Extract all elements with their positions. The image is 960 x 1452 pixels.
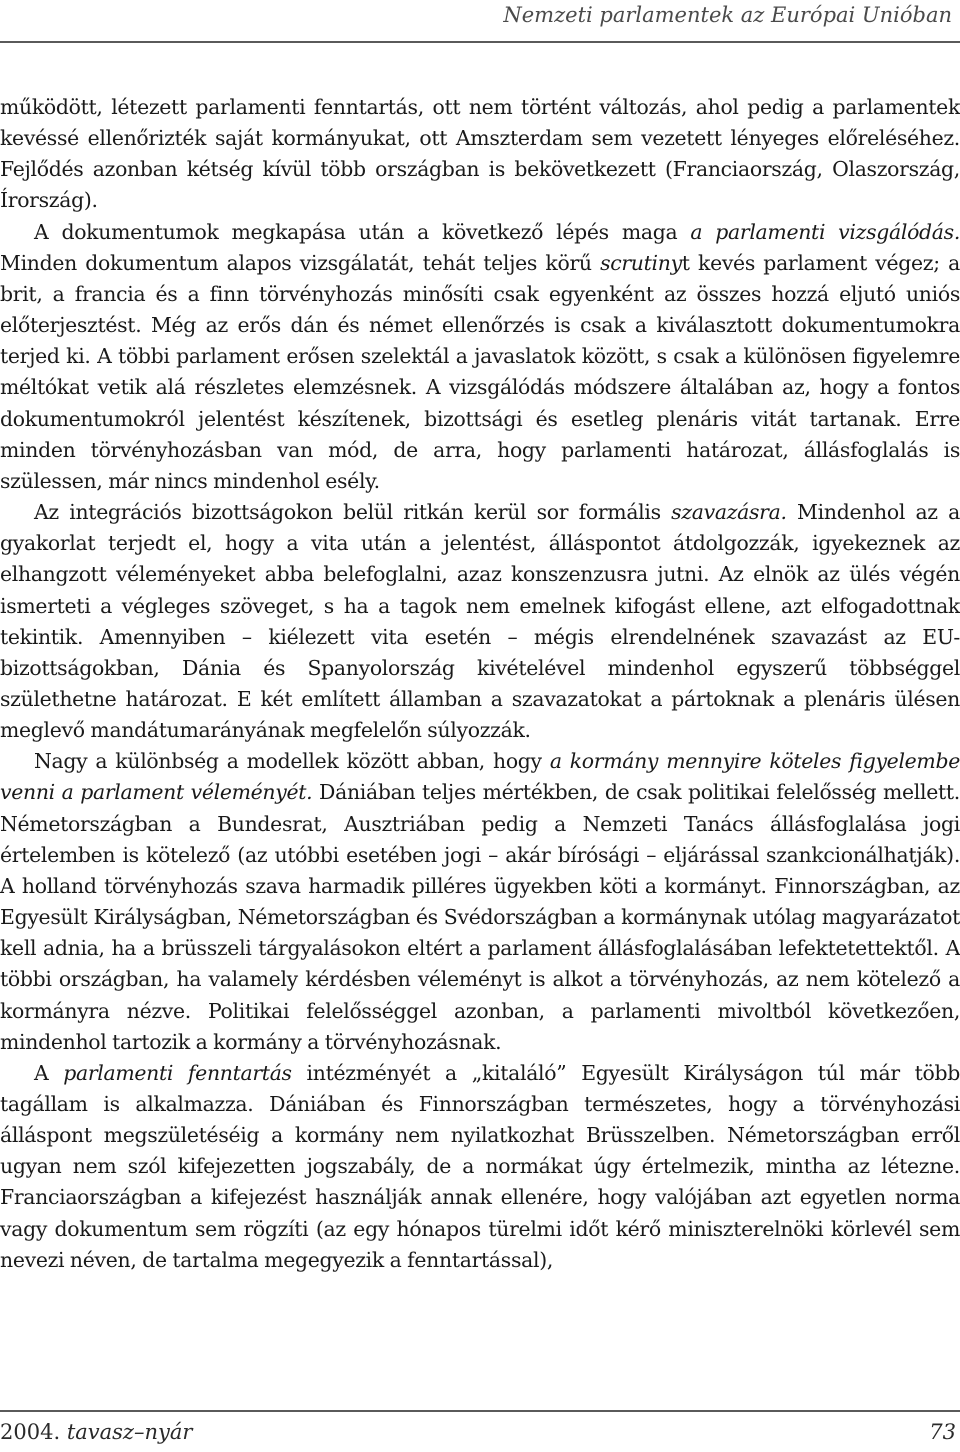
- paragraph-4: [0, 746, 960, 1058]
- paragraph-2: [0, 217, 960, 497]
- paragraph-2-text-1: A dokumentumok megkapása után a következő lépés maga: [34, 219, 691, 244]
- page-number: 73: [929, 1420, 956, 1444]
- paragraph-3: [0, 497, 960, 746]
- paragraph-4-text-1: Nagy a különbség a modellek között abban, hogy: [34, 749, 550, 774]
- paragraph-5-text-1: A: [34, 1060, 64, 1085]
- paragraph-3-italic-1: szavazásra.: [671, 500, 787, 525]
- paragraph-2-italic-2: scrutiny: [600, 250, 682, 275]
- body-text: [0, 92, 960, 1276]
- paragraph-2-text-2: Minden dokumentum alapos vizsgálatát, tehát teljes körű: [0, 250, 601, 275]
- footer-rule: [0, 1410, 960, 1412]
- paragraph-2-text-3: t kevés parlament végez; a brit, a francia és a finn törvényhozás minősíti csak egyenként az összes hozzá eljutó uniós előterjesztést. Még az erős dán és német ellenőrzés is csak a kiválasztott dokumentumokra terjed ki. A többi parlament erősen szelektál a javaslatok között, s csak a különösen figyelemre méltókat vetik alá részletes elemzésnek. A vizsgálódás módszere általában az, hogy a fontos dokumentumokról jelentést készítenek, bizottsági és esetleg plenáris vitát tartanak. Erre minden törvényhozásban van mód, de arra, hogy parlamenti határozat, állásfoglalás is szülessen, már nincs mindenhol esély.: [0, 250, 960, 493]
- paragraph-1: [0, 92, 960, 217]
- paragraph-1-text: működött, létezett parlamenti fenntartás, ott nem történt változás, ahol pedig a parlamentek kevéssé ellenőrizték saját kormányukat, ott Amszterdam sem vezetett lényeges előreléséhez. Fejlődés azonban kétség kívül több országban is bekövetkezett (Franciaország, Olaszország, Írország).: [0, 95, 960, 213]
- issue-label: [0, 1420, 192, 1444]
- paragraph-4-text-2: Dániában teljes mértékben, de csak politikai felelősség mellett. Németországban a Bundesrat, Ausztriában pedig a Nemzeti Tanács állásfoglalása jogi értelemben is kötelező (az utóbbi esetében jogi – akár bírósági – eljárással szankcionálhatják). A holland törvényhozás szava harmadik pilléres ügyekben köti a kormányt. Finnországban, az Egyesült Királyságban, Németországban és Svédországban a kormánynak utólag magyarázatot kell adnia, ha a brüsszeli tárgyalásokon eltért a parlament állásfoglalásában lefektetettektől. A többi országban, ha valamely kérdésben véleményt is alkot a törvényhozás, az nem kötelező a kormányra nézve. Politikai felelősséggel azonban, a parlamenti mivoltból következően, mindenhol tartozik a kormány a törvényhozásnak.: [0, 780, 960, 1054]
- header-rule: [0, 41, 960, 43]
- paragraph-3-text-1: Az integrációs bizottságokon belül ritkán kerül sor formális: [34, 500, 672, 525]
- running-header: Nemzeti parlamentek az Európai Unióban: [503, 3, 952, 27]
- paragraph-3-text-2: Mindenhol az a gyakorlat terjedt el, hogy a vita után a jelentést, álláspontot átdolgozzák, igyekeznek az elhangzott véleményeket abba belefoglalni, azaz konszenzusra jutni. Az elnök az ülés végén ismerteti a végleges szöveget, s ha a tagok nem emelnek kifogást ellene, azt elfogadottnak tekintik. Amennyiben – kiélezett vita esetén – mégis elrendelnének szavazást az EU-bizottságokban, Dánia és Spanyolország kivételével mindenhol egyszerű többséggel születhetne határozat. E két említett államban a szavazatokat a pártoknak a plenáris ülésen meglevő mandátumarányának megfelelőn súlyozzák.: [0, 500, 960, 743]
- issue-season: tavasz–nyár: [66, 1420, 193, 1444]
- paragraph-2-italic-1: a parlamenti vizsgálódás.: [690, 219, 960, 244]
- issue-year: 2004.: [0, 1420, 61, 1444]
- paragraph-4-italic-1: a kormány mennyire köteles figyelembe venni a parlament véleményét.: [0, 749, 960, 805]
- paragraph-5-text-2: intézményét a „kitaláló” Egyesült Királyságon túl már több tagállam is alkalmazza. Dániában és Finnországban természetes, hogy a törvényhozási álláspont megszületéséig a kormány nem nyilatkozhat Brüsszelben. Németországban erről ugyan nem szól kifejezetten jogszabály, de a normákat úgy értelmezik, mintha az létezne. Franciaországban a kifejezést használják annak ellenére, hogy valójában azt egyetlen norma vagy dokumentum sem rögzíti (az egy hónapos türelmi időt kérő miniszterelnöki körlevél sem nevezi néven, de tartalma megegyezik a fenntartással),: [0, 1060, 960, 1272]
- paragraph-5-italic-1: parlamenti fenntartás: [63, 1060, 292, 1085]
- paragraph-5: [0, 1058, 960, 1276]
